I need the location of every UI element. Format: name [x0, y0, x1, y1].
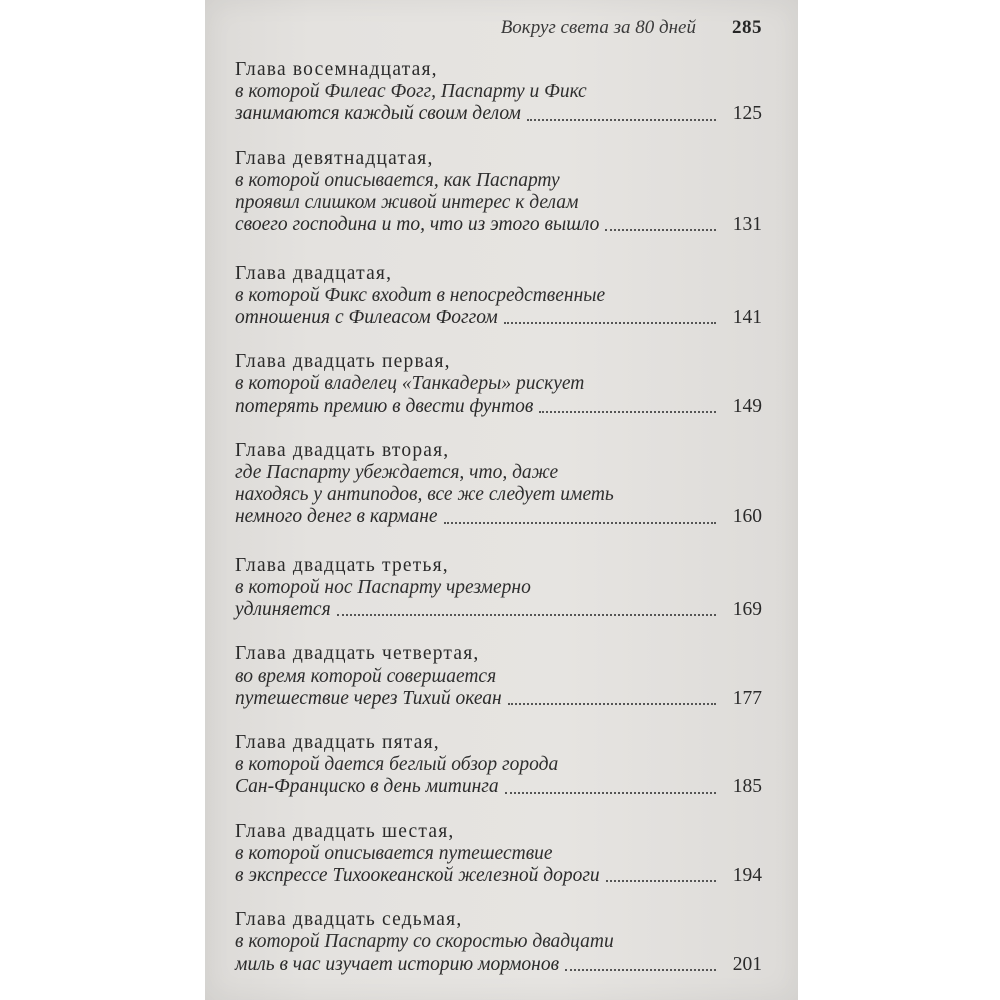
chapter-description-line: в которой Фикс входит в непосредственные	[235, 284, 606, 306]
chapter-description-line: в которой Филеас Фогг, Паспарту и Фикс	[235, 81, 587, 103]
chapter-description-line: в которой Паспарту со скоростью двадцати	[235, 931, 614, 953]
table-of-contents	[235, 59, 762, 998]
toc-entry	[235, 821, 762, 910]
chapter-last-line	[235, 396, 762, 418]
dot-leader	[565, 969, 716, 971]
chapter-description-line: отношения с Филеасом Фоггом	[235, 306, 498, 328]
chapter-description-line: Сан-Франциско в день митинга	[235, 776, 499, 798]
chapter-title: Глава девятнадцатая,	[235, 147, 434, 169]
chapter-description-line: потерять премию в двести фунтов	[235, 395, 534, 417]
dot-leader	[337, 614, 716, 616]
chapter-title: Глава восемнадцатая,	[235, 59, 438, 80]
chapter-description-line: в которой описывается, как Паспарту	[235, 169, 560, 191]
entry-page-number: 149	[732, 395, 762, 417]
chapter-title: Глава двадцать вторая,	[235, 439, 450, 461]
chapter-description-line: где Паспарту убеждается, что, даже	[235, 461, 559, 483]
running-title: Вокруг света за 80 дней	[500, 17, 696, 38]
entry-page-number: 160	[732, 506, 762, 528]
chapter-description-line: в которой дается беглый обзор города	[235, 754, 559, 776]
chapter-title: Глава двадцать шестая,	[235, 820, 455, 842]
entry-page-number: 177	[732, 687, 762, 709]
chapter-last-line	[235, 954, 762, 976]
entry-page-number: 141	[732, 306, 762, 328]
dot-leader	[527, 119, 716, 121]
chapter-title: Глава двадцать седьмая,	[235, 909, 463, 931]
chapter-title: Глава двадцать четвертая,	[235, 643, 480, 665]
dot-leader	[606, 880, 716, 882]
dot-leader	[539, 411, 716, 413]
chapter-last-line	[235, 103, 762, 125]
chapter-description-line: проявил слишком живой интерес к делам	[235, 191, 579, 213]
chapter-last-line	[235, 599, 762, 621]
toc-entry	[235, 440, 762, 555]
chapter-description-line: в экспрессе Тихоокеанской железной дороги	[235, 864, 600, 886]
page-number: 285	[732, 17, 762, 38]
chapter-description-line: немного денег в кармане	[235, 506, 438, 528]
dot-leader	[444, 522, 716, 524]
toc-entry	[235, 263, 762, 352]
dot-leader	[605, 229, 716, 231]
chapter-last-line	[235, 506, 762, 528]
chapter-description-line: находясь у антиподов, все же следует иметь	[235, 484, 614, 506]
toc-entry	[235, 555, 762, 644]
dot-leader	[505, 792, 716, 794]
entry-page-number: 125	[732, 103, 762, 125]
toc-entry	[235, 732, 762, 821]
chapter-last-line	[235, 865, 762, 887]
entry-page-number: 201	[732, 953, 762, 975]
chapter-title: Глава двадцать третья,	[235, 554, 449, 576]
chapter-description-line: в которой нос Паспарту чрезмерно	[235, 576, 531, 598]
chapter-description-line: миль в час изучает историю мормонов	[235, 953, 560, 975]
entry-page-number: 194	[732, 864, 762, 886]
dot-leader	[504, 322, 716, 324]
chapter-last-line	[235, 776, 762, 798]
chapter-last-line	[235, 307, 762, 329]
dot-leader	[508, 703, 716, 705]
chapter-description-line: занимаются каждый своим делом	[235, 103, 521, 125]
chapter-title: Глава двадцатая,	[235, 262, 393, 284]
toc-entry	[235, 59, 762, 148]
toc-entry	[235, 351, 762, 440]
chapter-last-line	[235, 214, 762, 236]
toc-entry	[235, 643, 762, 732]
chapter-title: Глава двадцать пятая,	[235, 731, 440, 753]
chapter-description-line: своего господина и то, что из этого вышло	[235, 214, 600, 236]
toc-entry	[235, 148, 762, 263]
running-header	[245, 17, 762, 47]
entry-page-number: 131	[732, 214, 762, 236]
entry-page-number: 185	[732, 776, 762, 798]
book-page	[205, 0, 798, 1000]
chapter-description-line: в которой владелец «Танкадеры» рискует	[235, 373, 585, 395]
chapter-description-line: путешествие через Тихий океан	[235, 687, 502, 709]
chapter-description-line: удлиняется	[235, 599, 331, 621]
toc-entry	[235, 909, 762, 998]
chapter-description-line: в которой описывается путешествие	[235, 842, 553, 864]
entry-page-number: 169	[732, 599, 762, 621]
chapter-description-line: во время которой совершается	[235, 665, 497, 687]
chapter-title: Глава двадцать первая,	[235, 351, 451, 373]
chapter-last-line	[235, 688, 762, 710]
